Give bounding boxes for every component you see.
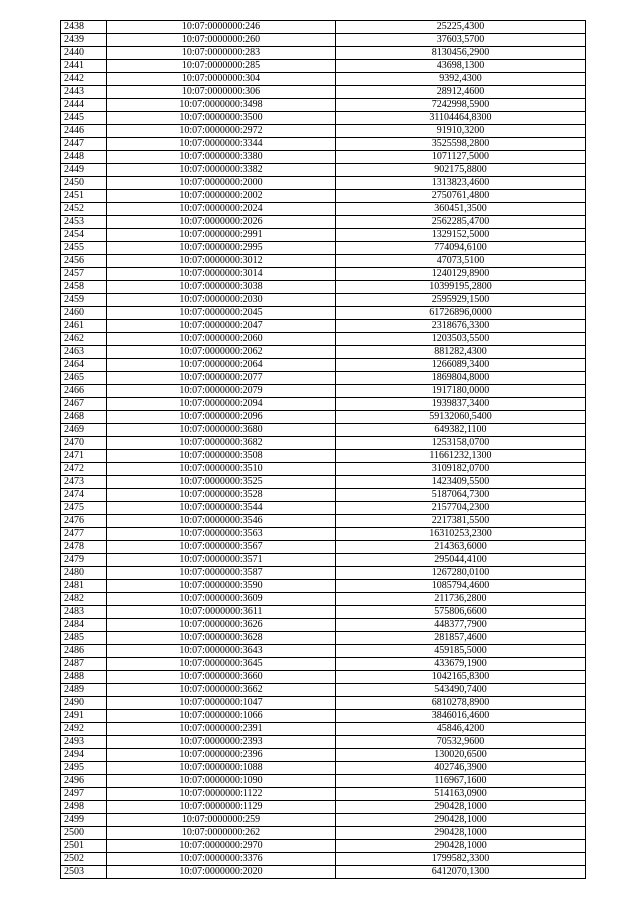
cadastral-value: 28912,4600 xyxy=(336,86,586,99)
table-row xyxy=(61,619,586,632)
cadastral-number: 10:07:0000000:2020 xyxy=(107,866,336,879)
cadastral-value: 649382,1100 xyxy=(336,424,586,437)
cadastral-number: 10:07:0000000:260 xyxy=(107,34,336,47)
cadastral-number: 10:07:0000000:3546 xyxy=(107,515,336,528)
row-number: 2496 xyxy=(61,775,107,788)
table-row xyxy=(61,294,586,307)
row-number: 2461 xyxy=(61,320,107,333)
row-number: 2484 xyxy=(61,619,107,632)
table-row xyxy=(61,853,586,866)
table-row xyxy=(61,723,586,736)
row-number: 2481 xyxy=(61,580,107,593)
cadastral-number: 10:07:0000000:2062 xyxy=(107,346,336,359)
row-number: 2450 xyxy=(61,177,107,190)
row-number: 2464 xyxy=(61,359,107,372)
cadastral-number: 10:07:0000000:3609 xyxy=(107,593,336,606)
cadastral-number: 10:07:0000000:3382 xyxy=(107,164,336,177)
cadastral-value: 1071127,5000 xyxy=(336,151,586,164)
cadastral-value: 290428,1000 xyxy=(336,827,586,840)
row-number: 2472 xyxy=(61,463,107,476)
table-row xyxy=(61,125,586,138)
table-row xyxy=(61,827,586,840)
table-row xyxy=(61,554,586,567)
cadastral-number: 10:07:0000000:3498 xyxy=(107,99,336,112)
table-row xyxy=(61,866,586,879)
cadastral-number: 10:07:0000000:3528 xyxy=(107,489,336,502)
cadastral-number: 10:07:0000000:3590 xyxy=(107,580,336,593)
row-number: 2486 xyxy=(61,645,107,658)
table-row xyxy=(61,684,586,697)
table-row xyxy=(61,320,586,333)
cadastral-number: 10:07:0000000:3038 xyxy=(107,281,336,294)
row-number: 2456 xyxy=(61,255,107,268)
cadastral-number: 10:07:0000000:1047 xyxy=(107,697,336,710)
row-number: 2471 xyxy=(61,450,107,463)
cadastral-value: 2595929,1500 xyxy=(336,294,586,307)
row-number: 2448 xyxy=(61,151,107,164)
cadastral-number: 10:07:0000000:2972 xyxy=(107,125,336,138)
row-number: 2444 xyxy=(61,99,107,112)
cadastral-number: 10:07:0000000:1122 xyxy=(107,788,336,801)
cadastral-value: 1869804,8000 xyxy=(336,372,586,385)
cadastral-value: 31104464,8300 xyxy=(336,112,586,125)
cadastral-number: 10:07:0000000:2026 xyxy=(107,216,336,229)
cadastral-number: 10:07:0000000:306 xyxy=(107,86,336,99)
row-number: 2495 xyxy=(61,762,107,775)
cadastral-value: 402746,3900 xyxy=(336,762,586,775)
cadastral-number: 10:07:0000000:2096 xyxy=(107,411,336,424)
cadastral-value: 1085794,4600 xyxy=(336,580,586,593)
row-number: 2460 xyxy=(61,307,107,320)
cadastral-number: 10:07:0000000:3344 xyxy=(107,138,336,151)
cadastral-value: 2217381,5500 xyxy=(336,515,586,528)
cadastral-number: 10:07:0000000:2000 xyxy=(107,177,336,190)
row-number: 2498 xyxy=(61,801,107,814)
cadastral-value: 6810278,8900 xyxy=(336,697,586,710)
row-number: 2480 xyxy=(61,567,107,580)
table-row xyxy=(61,333,586,346)
row-number: 2443 xyxy=(61,86,107,99)
cadastral-number: 10:07:0000000:2970 xyxy=(107,840,336,853)
table-row xyxy=(61,775,586,788)
cadastral-number: 10:07:0000000:3525 xyxy=(107,476,336,489)
table-row xyxy=(61,307,586,320)
table-row xyxy=(61,138,586,151)
table-row xyxy=(61,710,586,723)
cadastral-value: 45846,4200 xyxy=(336,723,586,736)
table-row xyxy=(61,606,586,619)
cadastral-number: 10:07:0000000:2045 xyxy=(107,307,336,320)
cadastral-value: 1313823,4600 xyxy=(336,177,586,190)
row-number: 2473 xyxy=(61,476,107,489)
table-row xyxy=(61,21,586,34)
cadastral-number: 10:07:0000000:3680 xyxy=(107,424,336,437)
row-number: 2475 xyxy=(61,502,107,515)
cadastral-number: 10:07:0000000:2079 xyxy=(107,385,336,398)
cadastral-value: 25225,4300 xyxy=(336,21,586,34)
cadastral-value: 1329152,5000 xyxy=(336,229,586,242)
row-number: 2462 xyxy=(61,333,107,346)
row-number: 2455 xyxy=(61,242,107,255)
row-number: 2501 xyxy=(61,840,107,853)
cadastral-value: 281857,4600 xyxy=(336,632,586,645)
cadastral-number: 10:07:0000000:3014 xyxy=(107,268,336,281)
cadastral-value: 43698,1300 xyxy=(336,60,586,73)
cadastral-value: 211736,2800 xyxy=(336,593,586,606)
table-row xyxy=(61,736,586,749)
table-row xyxy=(61,34,586,47)
row-number: 2490 xyxy=(61,697,107,710)
table-row xyxy=(61,437,586,450)
cadastral-number: 10:07:0000000:3012 xyxy=(107,255,336,268)
cadastral-value: 2750761,4800 xyxy=(336,190,586,203)
row-number: 2482 xyxy=(61,593,107,606)
cadastral-number: 10:07:0000000:283 xyxy=(107,47,336,60)
table-row xyxy=(61,359,586,372)
row-number: 2488 xyxy=(61,671,107,684)
row-number: 2492 xyxy=(61,723,107,736)
cadastral-number: 10:07:0000000:3660 xyxy=(107,671,336,684)
cadastral-value: 8130456,2900 xyxy=(336,47,586,60)
cadastral-number: 10:07:0000000:2995 xyxy=(107,242,336,255)
cadastral-number: 10:07:0000000:2393 xyxy=(107,736,336,749)
table-row xyxy=(61,73,586,86)
row-number: 2470 xyxy=(61,437,107,450)
cadastral-number: 10:07:0000000:2047 xyxy=(107,320,336,333)
cadastral-number: 10:07:0000000:2002 xyxy=(107,190,336,203)
row-number: 2502 xyxy=(61,853,107,866)
table-row xyxy=(61,99,586,112)
cadastral-number: 10:07:0000000:2391 xyxy=(107,723,336,736)
table-row xyxy=(61,385,586,398)
cadastral-number: 10:07:0000000:262 xyxy=(107,827,336,840)
cadastral-value: 16310253,2300 xyxy=(336,528,586,541)
row-number: 2500 xyxy=(61,827,107,840)
cadastral-value: 459185,5000 xyxy=(336,645,586,658)
row-number: 2477 xyxy=(61,528,107,541)
table-row xyxy=(61,411,586,424)
cadastral-value: 1253158,0700 xyxy=(336,437,586,450)
row-number: 2466 xyxy=(61,385,107,398)
cadastral-value: 1799582,3300 xyxy=(336,853,586,866)
table-row xyxy=(61,476,586,489)
row-number: 2476 xyxy=(61,515,107,528)
row-number: 2489 xyxy=(61,684,107,697)
cadastral-number: 10:07:0000000:3500 xyxy=(107,112,336,125)
cadastral-value: 295044,4100 xyxy=(336,554,586,567)
table-row xyxy=(61,164,586,177)
table-row xyxy=(61,788,586,801)
row-number: 2441 xyxy=(61,60,107,73)
row-number: 2447 xyxy=(61,138,107,151)
table-row xyxy=(61,749,586,762)
cadastral-number: 10:07:0000000:3544 xyxy=(107,502,336,515)
table-row xyxy=(61,801,586,814)
table-row xyxy=(61,593,586,606)
cadastral-value: 1203503,5500 xyxy=(336,333,586,346)
cadastral-number: 10:07:0000000:3587 xyxy=(107,567,336,580)
cadastral-value: 433679,1900 xyxy=(336,658,586,671)
cadastral-value: 881282,4300 xyxy=(336,346,586,359)
cadastral-value-table xyxy=(60,20,586,879)
row-number: 2465 xyxy=(61,372,107,385)
cadastral-value: 91910,3200 xyxy=(336,125,586,138)
cadastral-value: 290428,1000 xyxy=(336,801,586,814)
table-row xyxy=(61,489,586,502)
table-row xyxy=(61,203,586,216)
cadastral-value: 130020,6500 xyxy=(336,749,586,762)
cadastral-value: 11661232,1300 xyxy=(336,450,586,463)
row-number: 2452 xyxy=(61,203,107,216)
table-row xyxy=(61,424,586,437)
cadastral-value: 47073,5100 xyxy=(336,255,586,268)
row-number: 2458 xyxy=(61,281,107,294)
row-number: 2467 xyxy=(61,398,107,411)
row-number: 2474 xyxy=(61,489,107,502)
table-row xyxy=(61,177,586,190)
table-row xyxy=(61,86,586,99)
cadastral-value: 5187064,7300 xyxy=(336,489,586,502)
cadastral-value: 575806,6600 xyxy=(336,606,586,619)
cadastral-number: 10:07:0000000:1088 xyxy=(107,762,336,775)
cadastral-value: 514163,0900 xyxy=(336,788,586,801)
cadastral-number: 10:07:0000000:2991 xyxy=(107,229,336,242)
row-number: 2497 xyxy=(61,788,107,801)
table-row xyxy=(61,463,586,476)
row-number: 2446 xyxy=(61,125,107,138)
table-row xyxy=(61,762,586,775)
cadastral-number: 10:07:0000000:3662 xyxy=(107,684,336,697)
cadastral-number: 10:07:0000000:2077 xyxy=(107,372,336,385)
row-number: 2459 xyxy=(61,294,107,307)
table-row xyxy=(61,697,586,710)
row-number: 2468 xyxy=(61,411,107,424)
cadastral-number: 10:07:0000000:2030 xyxy=(107,294,336,307)
table-row xyxy=(61,346,586,359)
cadastral-number: 10:07:0000000:1066 xyxy=(107,710,336,723)
cadastral-value: 2562285,4700 xyxy=(336,216,586,229)
row-number: 2493 xyxy=(61,736,107,749)
cadastral-value: 543490,7400 xyxy=(336,684,586,697)
row-number: 2457 xyxy=(61,268,107,281)
cadastral-value: 3109182,0700 xyxy=(336,463,586,476)
table-row xyxy=(61,47,586,60)
cadastral-value: 116967,1600 xyxy=(336,775,586,788)
row-number: 2453 xyxy=(61,216,107,229)
table-row xyxy=(61,528,586,541)
cadastral-value: 1939837,3400 xyxy=(336,398,586,411)
cadastral-value: 902175,8800 xyxy=(336,164,586,177)
row-number: 2438 xyxy=(61,21,107,34)
cadastral-value: 1917180,0000 xyxy=(336,385,586,398)
cadastral-value: 9392,4300 xyxy=(336,73,586,86)
cadastral-number: 10:07:0000000:2094 xyxy=(107,398,336,411)
cadastral-value: 1266089,3400 xyxy=(336,359,586,372)
cadastral-number: 10:07:0000000:3611 xyxy=(107,606,336,619)
table-row xyxy=(61,671,586,684)
cadastral-number: 10:07:0000000:3376 xyxy=(107,853,336,866)
cadastral-value: 1240129,8900 xyxy=(336,268,586,281)
cadastral-number: 10:07:0000000:2064 xyxy=(107,359,336,372)
row-number: 2483 xyxy=(61,606,107,619)
cadastral-value: 6412070,1300 xyxy=(336,866,586,879)
row-number: 2491 xyxy=(61,710,107,723)
cadastral-number: 10:07:0000000:2024 xyxy=(107,203,336,216)
cadastral-value: 1042165,8300 xyxy=(336,671,586,684)
cadastral-value: 290428,1000 xyxy=(336,814,586,827)
cadastral-number: 10:07:0000000:3682 xyxy=(107,437,336,450)
row-number: 2454 xyxy=(61,229,107,242)
cadastral-value: 448377,7900 xyxy=(336,619,586,632)
row-number: 2494 xyxy=(61,749,107,762)
row-number: 2487 xyxy=(61,658,107,671)
cadastral-number: 10:07:0000000:259 xyxy=(107,814,336,827)
table-body xyxy=(61,21,586,879)
row-number: 2440 xyxy=(61,47,107,60)
cadastral-number: 10:07:0000000:3567 xyxy=(107,541,336,554)
cadastral-value: 70532,9600 xyxy=(336,736,586,749)
cadastral-number: 10:07:0000000:3380 xyxy=(107,151,336,164)
table-row xyxy=(61,502,586,515)
row-number: 2469 xyxy=(61,424,107,437)
table-row xyxy=(61,632,586,645)
row-number: 2445 xyxy=(61,112,107,125)
row-number: 2442 xyxy=(61,73,107,86)
cadastral-value: 3525598,2800 xyxy=(336,138,586,151)
cadastral-value: 290428,1000 xyxy=(336,840,586,853)
table-row xyxy=(61,112,586,125)
table-row xyxy=(61,372,586,385)
table-row xyxy=(61,515,586,528)
cadastral-number: 10:07:0000000:3628 xyxy=(107,632,336,645)
cadastral-number: 10:07:0000000:1090 xyxy=(107,775,336,788)
cadastral-value: 2157704,2300 xyxy=(336,502,586,515)
cadastral-value: 1267280,0100 xyxy=(336,567,586,580)
cadastral-number: 10:07:0000000:246 xyxy=(107,21,336,34)
cadastral-number: 10:07:0000000:3571 xyxy=(107,554,336,567)
row-number: 2479 xyxy=(61,554,107,567)
table-row xyxy=(61,242,586,255)
row-number: 2485 xyxy=(61,632,107,645)
table-row xyxy=(61,541,586,554)
cadastral-value: 774094,6100 xyxy=(336,242,586,255)
row-number: 2451 xyxy=(61,190,107,203)
cadastral-value: 59132060,5400 xyxy=(336,411,586,424)
row-number: 2478 xyxy=(61,541,107,554)
table-row xyxy=(61,645,586,658)
cadastral-value: 2318676,3300 xyxy=(336,320,586,333)
row-number: 2499 xyxy=(61,814,107,827)
table-row xyxy=(61,658,586,671)
table-row xyxy=(61,60,586,73)
cadastral-number: 10:07:0000000:3508 xyxy=(107,450,336,463)
table-row xyxy=(61,229,586,242)
cadastral-value: 37603,5700 xyxy=(336,34,586,47)
cadastral-number: 10:07:0000000:3643 xyxy=(107,645,336,658)
cadastral-number: 10:07:0000000:3645 xyxy=(107,658,336,671)
row-number: 2503 xyxy=(61,866,107,879)
cadastral-value: 3846016,4600 xyxy=(336,710,586,723)
cadastral-number: 10:07:0000000:285 xyxy=(107,60,336,73)
table-row xyxy=(61,151,586,164)
table-row xyxy=(61,216,586,229)
cadastral-value: 1423409,5500 xyxy=(336,476,586,489)
table-row xyxy=(61,840,586,853)
row-number: 2463 xyxy=(61,346,107,359)
table-row xyxy=(61,190,586,203)
table-row xyxy=(61,281,586,294)
table-row xyxy=(61,580,586,593)
cadastral-value: 7242998,5900 xyxy=(336,99,586,112)
table-row xyxy=(61,398,586,411)
table-row xyxy=(61,268,586,281)
cadastral-number: 10:07:0000000:2396 xyxy=(107,749,336,762)
row-number: 2439 xyxy=(61,34,107,47)
cadastral-value: 10399195,2800 xyxy=(336,281,586,294)
cadastral-number: 10:07:0000000:304 xyxy=(107,73,336,86)
cadastral-value: 360451,3500 xyxy=(336,203,586,216)
cadastral-number: 10:07:0000000:3626 xyxy=(107,619,336,632)
table-row xyxy=(61,567,586,580)
table-row xyxy=(61,814,586,827)
cadastral-number: 10:07:0000000:1129 xyxy=(107,801,336,814)
table-row xyxy=(61,450,586,463)
table-row xyxy=(61,255,586,268)
row-number: 2449 xyxy=(61,164,107,177)
cadastral-number: 10:07:0000000:3563 xyxy=(107,528,336,541)
cadastral-number: 10:07:0000000:2060 xyxy=(107,333,336,346)
cadastral-number: 10:07:0000000:3510 xyxy=(107,463,336,476)
cadastral-value: 61726896,0000 xyxy=(336,307,586,320)
cadastral-value: 214363,6000 xyxy=(336,541,586,554)
